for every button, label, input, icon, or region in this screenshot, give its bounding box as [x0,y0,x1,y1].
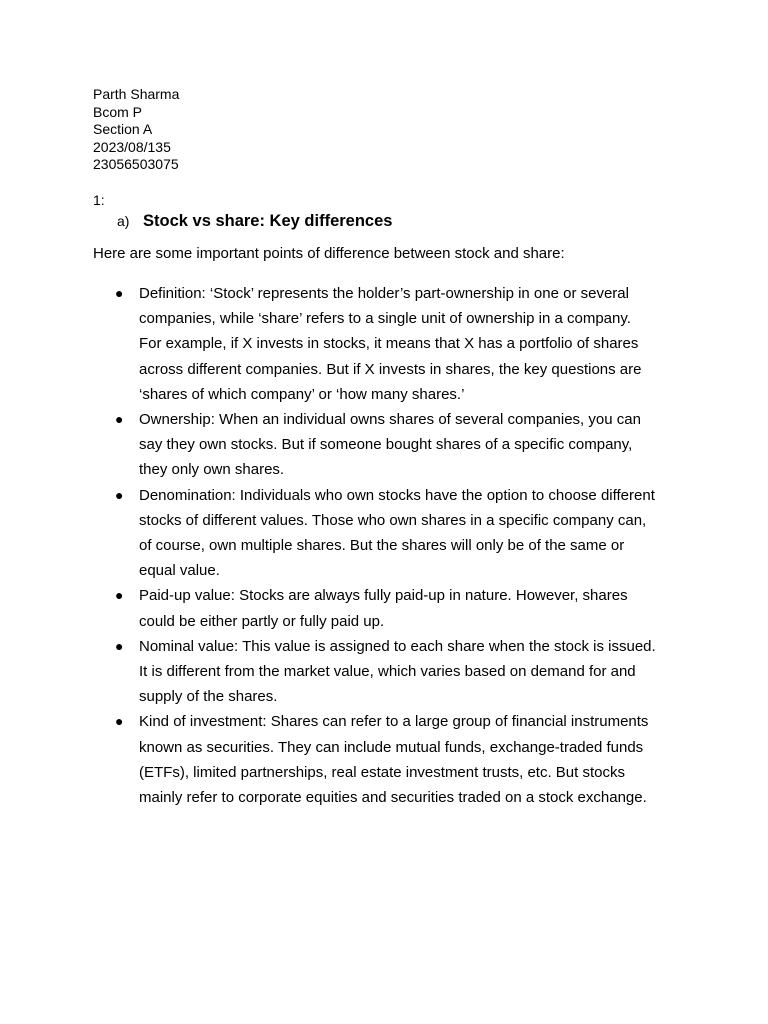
bullet-dot-icon: ● [115,486,124,503]
bullet-text-line: Nominal value: This value is assigned to each share when the stock is issued. [139,637,656,655]
bullet-text-line: ‘shares of which company’ or ‘how many shares.’ [139,385,465,403]
bullet-text-line: known as securities. They can include mutual funds, exchange-traded funds [139,738,644,756]
bullet-text-line: could be either partly or fully paid up. [139,612,385,630]
bullet-dot-icon: ● [115,637,124,654]
list-item [115,709,685,810]
student-name: Parth Sharma [93,86,180,102]
student-id: 23056503075 [93,156,179,172]
student-course: Bcom P [93,103,143,120]
student-roll-number: 2023/08/135 [93,138,171,155]
bullet-text-line: mainly refer to corporate equities and securities traded on a stock exchange. [139,789,647,807]
bullet-text-line: Kind of investment: Shares can refer to a large group of financial instruments [139,713,649,731]
bullet-text-line: For example, if X invests in stocks, it means that X has a portfolio of shares [139,335,639,353]
list-item [115,483,685,584]
difference-bullet-list [115,281,685,810]
list-item [115,583,685,633]
bullet-text-line: equal value. [139,562,220,580]
bullet-text-line: Definition: ‘Stock’ represents the holder’s part-ownership in one or several [139,285,629,302]
bullet-text-line: they only own shares. [139,461,285,479]
list-item [115,634,685,710]
list-item [115,407,685,483]
subpart-marker: a) [117,213,130,229]
bullet-text-line: say they own stocks. But if someone bought shares of a specific company, [139,436,633,454]
bullet-text-line: supply of the shares. [139,688,278,706]
question-number: 1: [93,192,105,208]
bullet-text-line: Denomination: Individuals who own stocks have the option to choose different [139,486,655,504]
student-section: Section A [93,121,153,137]
student-header [93,86,179,174]
intro-paragraph: Here are some important points of difference between stock and share: [93,245,565,262]
bullet-text-line: It is different from the market value, which varies based on demand for and [139,663,636,681]
subpart-title: Stock vs share: Key differences [143,211,393,230]
bullet-text-line: of course, own multiple shares. But the shares will only be of the same or [139,537,625,555]
bullet-dot-icon: ● [115,713,124,730]
bullet-dot-icon: ● [115,411,124,428]
bullet-text-line: companies, while ‘share’ refers to a single unit of ownership in a company. [139,310,631,328]
bullet-text-line: across different companies. But if X invests in shares, the key questions are [139,360,642,378]
subpart-heading [117,210,392,232]
bullet-text-line: (ETFs), limited partnerships, real estate investment trusts, etc. But stocks [139,763,625,781]
bullet-text-line: Paid-up value: Stocks are always fully paid-up in nature. However, shares [139,587,628,605]
bullet-text-line: stocks of different values. Those who own shares in a specific company can, [139,511,647,529]
list-item [115,281,685,407]
bullet-dot-icon: ● [115,587,124,604]
bullet-text-line: Ownership: When an individual owns shares of several companies, you can [139,411,641,429]
bullet-dot-icon: ● [115,285,124,301]
